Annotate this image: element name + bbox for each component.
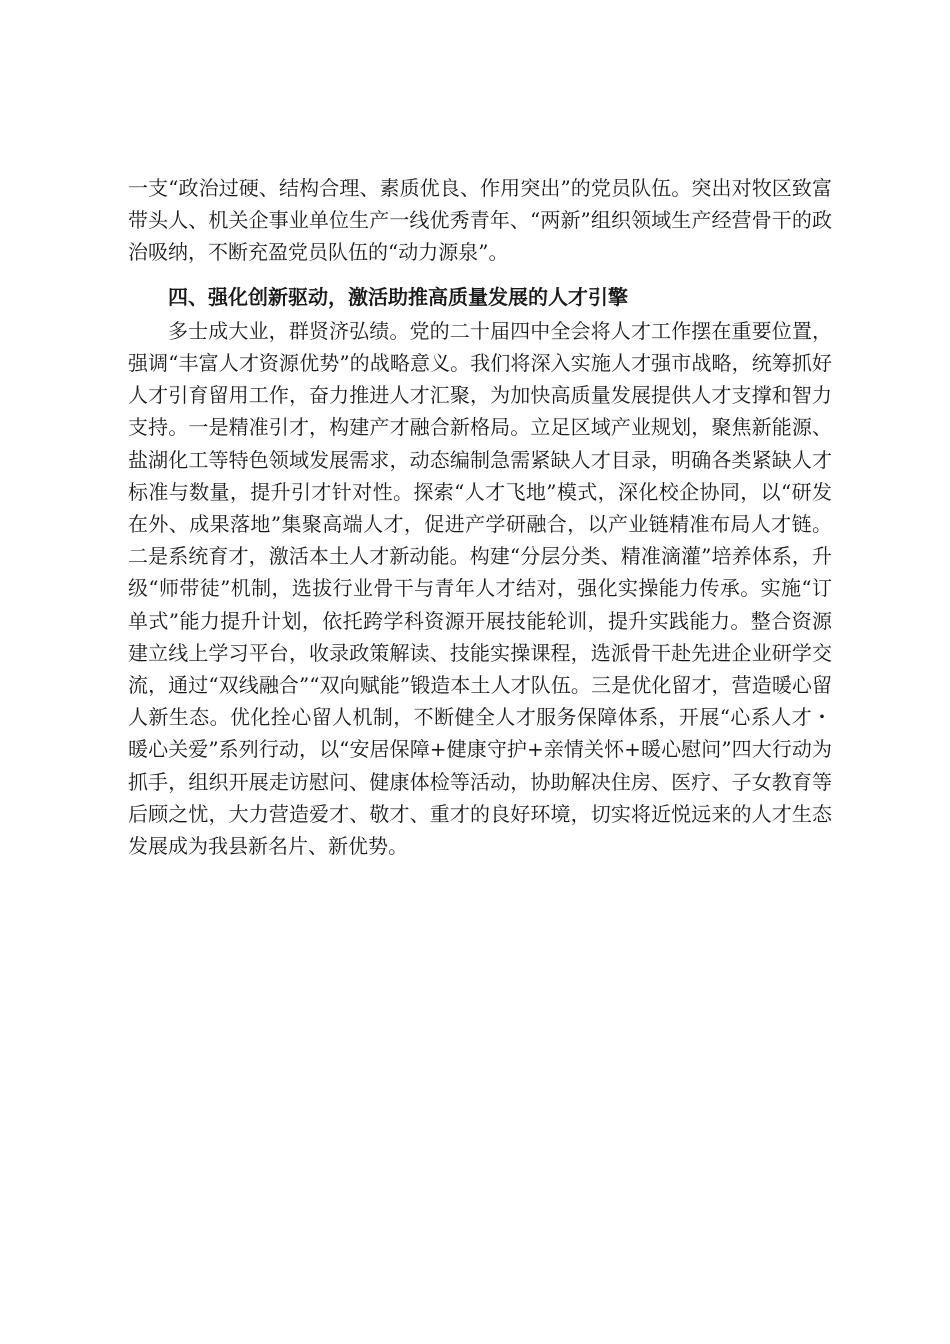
section-paragraph: 多士成大业，群贤济弘绩。党的二十届四中全会将人才工作摆在重要位置，强调“丰富人才资源优势”的战略意义。我们将深入实施人才强市战略，统筹抓好人才引育留用工作，奋力推进人才汇聚，为加快高质量发展提供人才支撑和智力支持。一是精准引才，构建产才融合新格局。立足区域产业规划，聚焦新能源、盐湖化工等特色领域发展需求，动态编制急需紧缺人才目录，明确各类紧缺人才标准与数量，提升引才针对性。探索“人才飞地”模式，深化校企协同，以“研发在外、成果落地”集聚高端人才，促进产学研融合，以产业链精准布局人才链。二是系统育才，激活本土人才新动能。构建“分层分类、精准滴灌”培养体系，升级“师带徒”机制，选拔行业骨干与青年人才结对，强化实操能力传承。实施“订单式”能力提升计划，依托跨学科资源开展技能轮训，提升实践能力。整合资源建立线上学习平台，收录政策解读、技能实操课程，选派骨干赴先进企业研学交流，通过“双线融合”“双向赋能”锻造本土人才队伍。三是优化留才，营造暖心留人新生态。优化拴心留人机制，不断健全人才服务保障体系，开展“心系人才・暖心关爱”系列行动，以“安居保障+健康守护+亲情关怀+暖心慰问”四大行动为抓手，组织开展走访慰问、健康体检等活动，协助解决住房、医疗、子女教育等后顾之忧，大力营造爱才、敬才、重才的良好环境，切实将近悦远来的人才生态发展成为我县新名片、新优势。 — [128, 318, 832, 859]
continuation-paragraph: 一支“政治过硬、结构合理、素质优良、作用突出”的党员队伍。突出对牧区致富带头人、机关企事业单位生产一线优秀青年、“两新”组织领域生产经营骨干的政治吸纳，不断充盈党员队伍的“动力源泉”。 — [128, 176, 832, 265]
section-heading: 四、强化创新驱动，激活助推高质量发展的人才引擎 — [168, 284, 628, 309]
document-body — [128, 172, 832, 862]
